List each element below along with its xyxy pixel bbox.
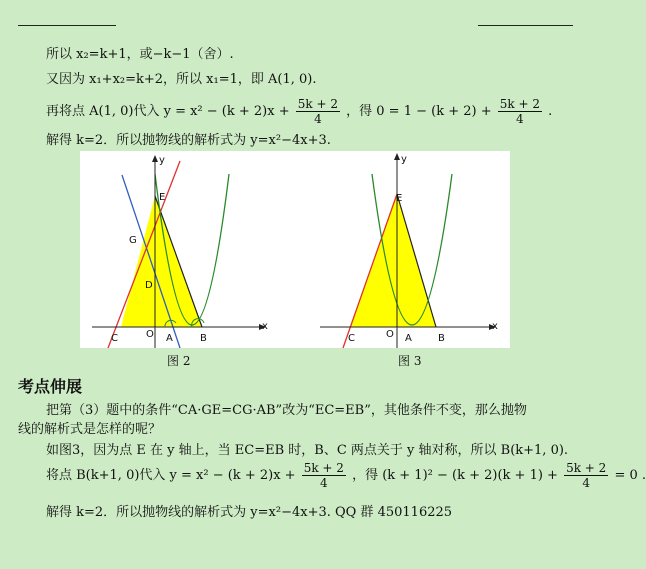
top-rule-left xyxy=(18,25,116,26)
label-a-fig2: A xyxy=(166,333,173,344)
figure-3-caption: 图 3 xyxy=(398,354,422,368)
fraction-numerator: 5k + 2 xyxy=(566,461,607,475)
fraction-numerator: 5k + 2 xyxy=(499,97,540,111)
label-b-fig2: B xyxy=(200,333,207,344)
text-line-3-part-a: 再将点 A(1, 0)代入 y = x² − (k + 2)x + xyxy=(46,104,290,119)
extension-line-4 xyxy=(46,460,646,492)
label-c-fig2: C xyxy=(111,333,118,344)
label-a-fig3: A xyxy=(405,333,412,344)
fraction-denominator: 4 xyxy=(582,476,591,490)
extension-line-5: 解得 k=2．所以抛物线的解析式为 y=x²−4x+3. QQ 群 450116225 xyxy=(46,505,453,520)
top-rule-right xyxy=(478,25,573,26)
label-b-fig3: B xyxy=(438,333,445,344)
text-line-3 xyxy=(46,96,552,128)
figure-3 xyxy=(320,153,498,348)
period: . xyxy=(548,104,553,119)
figure-svg xyxy=(80,151,510,348)
y-axis-arrow-fig3 xyxy=(394,153,400,160)
fraction xyxy=(302,461,346,490)
triangle-ebc-fig3 xyxy=(350,194,436,327)
label-e-fig2: E xyxy=(159,192,166,203)
fraction-denominator: 4 xyxy=(314,112,322,126)
label-x-fig3: x xyxy=(492,321,498,332)
extension-line-2: 线的解析式是怎样的呢？ xyxy=(18,422,162,437)
label-g-fig2: G xyxy=(129,235,137,246)
label-e-fig3: E xyxy=(396,193,403,204)
label-y-fig3: y xyxy=(401,154,407,165)
extension-line-3: 如图3，因为点 E 在 y 轴上，当 EC=EB 时，B、C 两点关于 y 轴对称，所以 B(k+1, 0). xyxy=(46,443,569,458)
fraction-numerator: 5k + 2 xyxy=(297,97,338,111)
label-y-fig2: y xyxy=(159,155,165,166)
y-axis-arrow-fig2 xyxy=(152,155,158,162)
figure-panel xyxy=(80,151,510,348)
section-heading: 考点伸展 xyxy=(18,377,83,396)
extension-line-4-part-b: ，得 (k + 1)² − (k + 2)(k + 1) + xyxy=(352,468,558,483)
extension-line-1: 把第（3）题中的条件“CA·GE=CG·AB”改为“EC=EB”，其他条件不变，那么抛物 xyxy=(46,403,527,418)
extension-line-4-part-a: 将点 B(k+1, 0)代入 y = x² − (k + 2)x + xyxy=(46,468,296,483)
fraction xyxy=(498,97,542,126)
figure-2 xyxy=(92,155,268,348)
fraction xyxy=(564,461,608,490)
label-o-fig3: O xyxy=(386,329,394,340)
text-line-3-part-b: ，得 0 = 1 − (k + 2) + xyxy=(346,104,492,119)
extension-line-4-part-c: = 0 . xyxy=(614,468,646,483)
text-line-1: 所以 x₂=k+1，或−k−1（舍）. xyxy=(46,47,234,62)
text-line-4: 解得 k=2．所以抛物线的解析式为 y=x²−4x+3. xyxy=(46,133,331,148)
fraction-denominator: 4 xyxy=(319,476,328,490)
text-line-2: 又因为 x₁+x₂=k+2，所以 x₁=1，即 A(1, 0). xyxy=(46,72,317,87)
fraction-denominator: 4 xyxy=(516,112,524,126)
label-o-fig2: O xyxy=(146,329,154,340)
label-d-fig2: D xyxy=(145,280,153,291)
label-c-fig3: C xyxy=(348,333,355,344)
label-x-fig2: x xyxy=(262,321,268,332)
figure-2-caption: 图 2 xyxy=(167,354,191,368)
fraction-numerator: 5k + 2 xyxy=(303,461,344,475)
fraction xyxy=(296,97,340,126)
